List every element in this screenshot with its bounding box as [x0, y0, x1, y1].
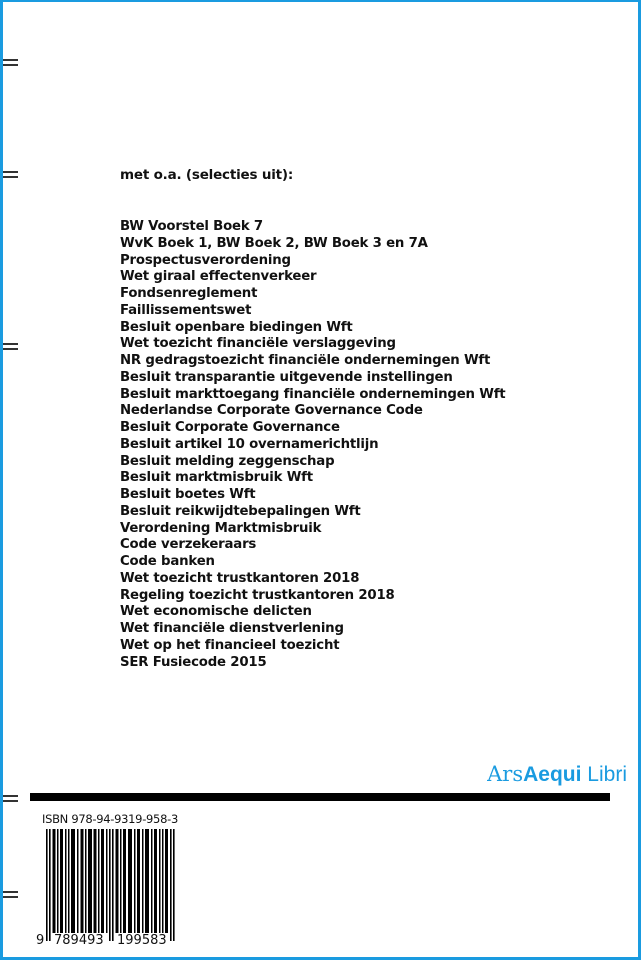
divider-bar	[30, 793, 610, 801]
list-item: WvK Boek 1, BW Boek 2, BW Boek 3 en 7A	[120, 235, 428, 251]
logo-libri: Libri	[581, 763, 627, 786]
list-item: Wet giraal effectenverkeer	[120, 269, 317, 285]
list-item: SER Fusiecode 2015	[120, 654, 267, 670]
fold-mark	[3, 171, 18, 177]
list-item: BW Voorstel Boek 7	[120, 219, 263, 234]
list-item: Wet toezicht trustkantoren 2018	[120, 570, 360, 586]
list-item: Besluit Corporate Governance	[120, 420, 340, 435]
isbn-label: ISBN 978-94-9319-958-3	[42, 812, 178, 826]
logo-aequi: Aequi	[523, 763, 582, 786]
list-item: Besluit markttoegang financiële ondernemingen Wft	[120, 386, 506, 402]
list-item: Code verzekeraars	[120, 537, 257, 553]
list-item: Code banken	[120, 554, 215, 569]
list-item: NR gedragstoezicht financiële ondernemingen Wft	[120, 353, 491, 368]
list-item: Besluit openbare biedingen Wft	[120, 319, 353, 335]
list-item: Besluit artikel 10 overnamerichtlijn	[120, 436, 379, 452]
fold-mark	[3, 891, 18, 897]
logo-ars: Ars	[487, 762, 524, 786]
fold-mark	[3, 795, 18, 801]
list-item: Besluit marktmisbruik Wft	[120, 470, 313, 486]
list-item: Fondsenreglement	[120, 286, 258, 301]
fold-mark	[3, 343, 18, 349]
barcode-digit-first: 9	[36, 933, 45, 948]
barcode-digits-right: 199583	[117, 933, 167, 948]
list-item: Regeling toezicht trustkantoren 2018	[120, 587, 395, 603]
list-item: Prospectusverordening	[120, 252, 291, 268]
list-item: Faillissementswet	[120, 302, 252, 318]
list-item: Wet financiële dienstverlening	[120, 621, 344, 636]
list-item: Wet toezicht financiële verslaggeving	[120, 336, 396, 352]
list-item: Wet economische delicten	[120, 604, 312, 620]
barcode-icon	[36, 829, 186, 949]
publisher-logo	[487, 762, 627, 787]
contents-intro: met o.a. (selecties uit):	[120, 167, 294, 183]
fold-mark	[3, 59, 18, 65]
list-item: Nederlandse Corporate Governance Code	[120, 403, 423, 419]
list-item: Wet op het financieel toezicht	[120, 637, 340, 653]
list-item: Besluit boetes Wft	[120, 487, 256, 502]
list-item: Besluit melding zeggenschap	[120, 453, 335, 469]
contents-list	[120, 219, 505, 671]
barcode-digits-left: 789493	[54, 933, 104, 948]
list-item: Besluit transparantie uitgevende instellingen	[120, 369, 453, 385]
list-item: Besluit reikwijdtebepalingen Wft	[120, 503, 361, 519]
list-item: Verordening Marktmisbruik	[120, 520, 322, 536]
